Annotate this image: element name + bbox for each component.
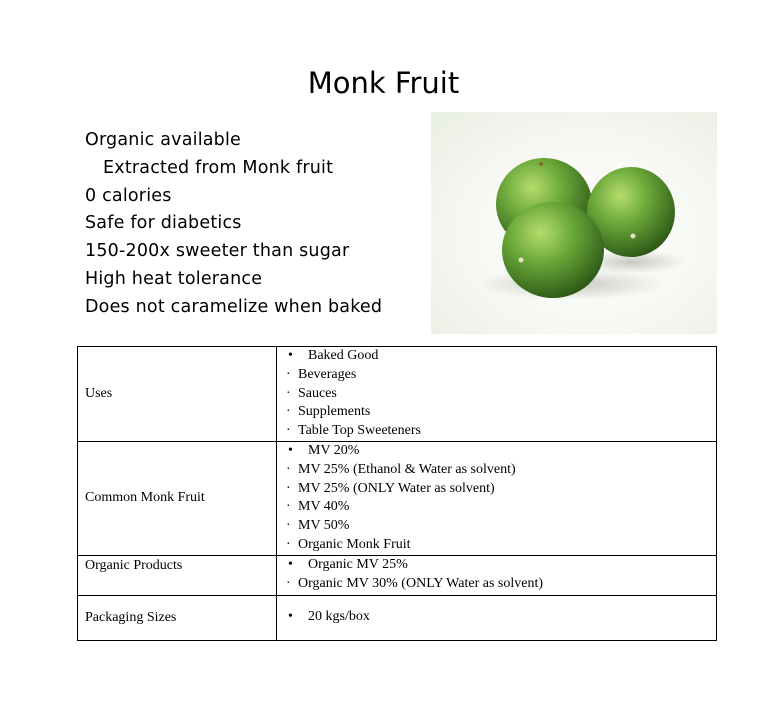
table-row [78,555,717,595]
list-item: · Supplements [286,404,371,420]
list-item: • MV 20% [288,443,360,458]
list-item: · MV 50% [286,518,350,534]
list-item: · Table Top Sweeteners [286,423,421,439]
list-item: · MV 40% [286,499,350,515]
list-item: • 20 kgs/box [288,609,370,625]
row-label: Uses [78,347,277,442]
row-label: Organic Products [78,555,277,595]
list-item: · MV 25% (ONLY Water as solvent) [286,480,495,496]
row-items [277,595,717,640]
list-item: • Baked Good [288,348,379,363]
feature-list [85,127,382,322]
monk-fruit-photo [431,112,717,334]
feature-item: High heat tolerance [85,268,263,289]
table-row [78,442,717,556]
feature-item: Safe for diabetics [85,213,242,234]
feature-item: 150-200x sweeter than sugar [85,241,350,262]
table-row [78,347,717,442]
list-item: • Organic MV 25% [288,557,408,573]
feature-item: Does not caramelize when baked [85,296,383,317]
list-item: · MV 25% (Ethanol & Water as solvent) [286,461,516,477]
spec-table [77,346,717,641]
row-label: Packaging Sizes [78,595,277,640]
page-title: Monk Fruit [307,66,460,100]
row-label: Common Monk Fruit [78,442,277,556]
monk-fruit-illustration [431,112,717,334]
row-items [277,555,717,595]
row-items [277,442,717,556]
feature-item: Organic available [85,130,242,150]
table-row [78,595,717,640]
fruit-front [502,202,604,298]
list-item: · Organic Monk Fruit [286,536,411,552]
list-item: · Beverages [286,366,357,382]
row-items [277,347,717,442]
list-item: · Sauces [286,385,337,401]
list-item: · Organic MV 30% (ONLY Water as solvent) [286,576,544,592]
feature-item: 0 calories [85,185,172,206]
feature-item: Extracted from Monk fruit [103,157,334,178]
